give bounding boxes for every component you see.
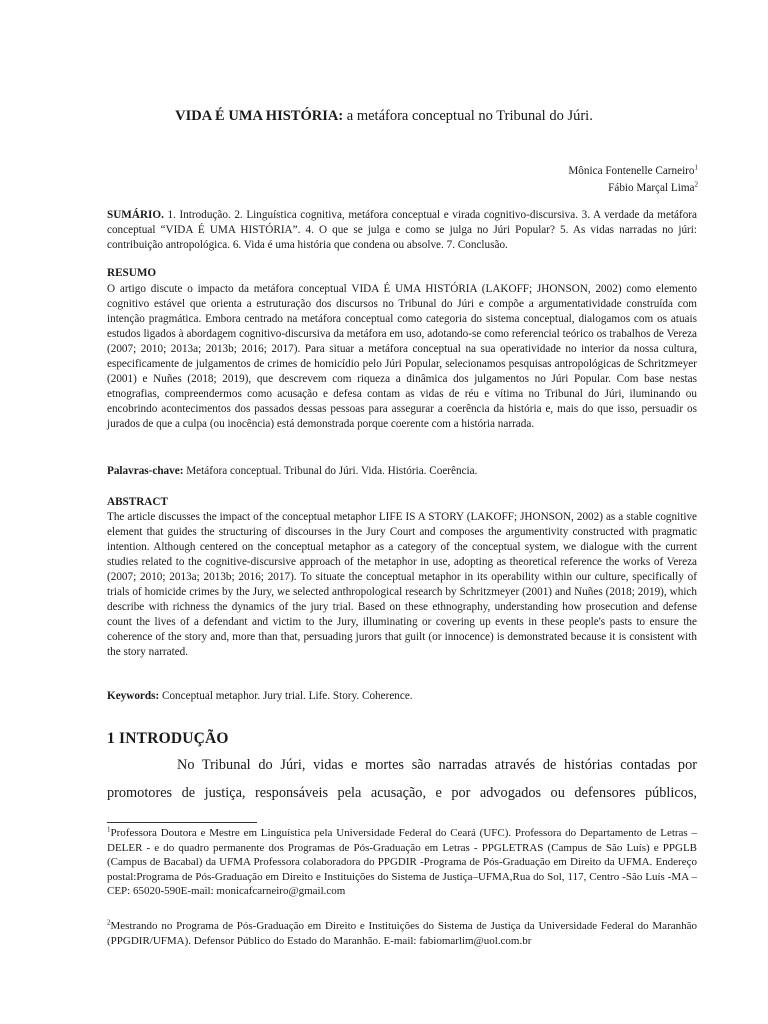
author-list (568, 163, 698, 197)
footnote-ref[interactable]: 2 (694, 180, 698, 189)
title-rest: a metáfora conceptual no Tribunal do Júri. (343, 108, 593, 124)
summary-text: 1. Introdução. 2. Linguística cognitiva, metáfora conceptual e virada cognitivo-discursiva. 3. A verdade da metáfora conceptual “VIDA É UMA HISTÓRIA”. 4. O que se julga e como se julga no Júri Popular? 5. As vidas narradas no júri: contribuição antropológica. 6. Vida é uma história que condena ou absolve. 7. Conclusão. (107, 209, 697, 251)
summary-section (107, 208, 697, 253)
palavras-chave (107, 464, 697, 479)
keywords-text: Conceptual metaphor. Jury trial. Life. Story. Coherence. (159, 690, 413, 702)
abstract-text: The article discusses the impact of the conceptual metaphor LIFE IS A STORY (LAKOFF; JHONSON, 2002) as a stable cognitive element that guides the structuring of discourses in the Jury Court and composes the argumentivity constructed with pragmatic intention. Although centered on the conceptual metaphor as a category of the conceptual system, we dialogue with the current studies related to the cognitive-discursive approach of the metaphor in use, adopting as theoretical reference the works of Vereza (2007; 2010; 2013a; 2013b; 2016; 2017). To situate the conceptual metaphor in its operability within our culture, specifically of trials of homicide crimes by the Jury, we selected anthropological research by Schritzmeyer (2001) and Nuñes (2018; 2019), which describe with richness the dynamics of the jury trial. Based on these ethnography, understanding how prosecution and defense count the lives of a defendant and victim to the Jury, illuminating or covering up events in these people's pasts to ensure the coherence of the story and, more than that, persuading jurors that guilt (or innocence) is demonstrated because it is consistent with the story narrated. (107, 511, 697, 658)
intro-paragraph-line-1: No Tribunal do Júri, vidas e mortes são narradas através de histórias contadas por (177, 757, 697, 773)
intro-paragraph-line-2: promotores de justiça, responsáveis pela acusação, e por advogados ou defensores públicos, (107, 785, 697, 801)
palavras-chave-label: Palavras-chave: (107, 465, 184, 477)
footnote-mark: 1 (107, 825, 111, 834)
abstract-heading: ABSTRACT (107, 496, 168, 508)
footnote-ref[interactable]: 1 (694, 163, 698, 172)
footnote-divider (107, 822, 257, 823)
author-name: Fábio Marçal Lima (608, 182, 695, 194)
author-1 (568, 163, 698, 180)
footnote-text: Professora Doutora e Mestre em Linguística pela Universidade Federal do Ceará (UFC). Professora do Departamento de Letras –DELER - e do quadro permanente dos Programas de Pós-Graduação em Letras - PPGLETRAS (Campus de São Luís) e PPGLB (Campus de Bacabal) da UFMA Professora colaboradora do PPGDIR -Programa de Pós-Graduação em Direito da UFMA. Endereço postal:Programa de Pós-Graduação em Direito e Instituições do Sistema de Justiça–UFMA,Rua do Sol, 117, Centro -São Luís -MA –CEP: 65020-590E-mail: monicafcarneiro@gmail.com (107, 827, 697, 897)
author-2 (568, 180, 698, 197)
paper-title (0, 107, 768, 125)
footnote-mark: 2 (107, 918, 111, 927)
title-bold: VIDA É UMA HISTÓRIA: (175, 108, 344, 124)
resumo-heading: RESUMO (107, 267, 157, 279)
section-heading-introduction: 1 INTRODUÇÃO (107, 730, 229, 747)
author-name: Mônica Fontenelle Carneiro (568, 165, 695, 177)
summary-label: SUMÁRIO. (107, 209, 164, 221)
footnote-1 (107, 826, 697, 899)
resumo-text: O artigo discute o impacto da metáfora conceptual VIDA É UMA HISTÓRIA (LAKOFF; JHONSON, 2002) como elemento cognitivo estável que orienta a estruturação dos discursos no Tribunal do Júri e compõe a argumentatividade construída com intenção pragmática. Embora centrado na metáfora conceptual como categoria do sistema conceptual, dialogamos com os atuais estudos ligados à abordagem cognitivo-discursiva da metáfora em uso, adotando-se como referencial teórico os trabalhos de Vereza (2007; 2010; 2013a; 2013b; 2016; 2017). Para situar a metáfora conceptual na sua operatividade no interior da nossa cultura, especificamente de julgamentos de crimes de homicídio pelo Júri Popular, selecionamos pesquisas antropológicas de Schritzmeyer (2001) e Nuñes (2018; 2019), que descrevem com riqueza a dinâmica dos julgamentos no Júri Popular. Com base nestas etnografias, compreendermos como acusação e defesa contam as vidas de réu e vítima no Tribunal do Júri, iluminando ou encobrindo acontecimentos dos passados dessas pessoas para assegurar a coerência da história e, mais do que isso, persuadir os jurados de que a culpa (ou inocência) está demonstrada porque coerente com a história narrada. (107, 283, 697, 430)
footnote-2 (107, 919, 697, 948)
keywords-label: Keywords: (107, 690, 160, 702)
palavras-chave-text: Metáfora conceptual. Tribunal do Júri. Vida. História. Coerência. (183, 465, 478, 477)
footnote-text: Mestrando no Programa de Pós-Graduação em Direito e Instituições do Sistema de Justiça da Universidade Federal do Maranhão (PPGDIR/UFMA). Defensor Público do Estado do Maranhão. E-mail: fabiomarlim@uol.com.br (107, 920, 697, 947)
keywords (107, 689, 697, 704)
